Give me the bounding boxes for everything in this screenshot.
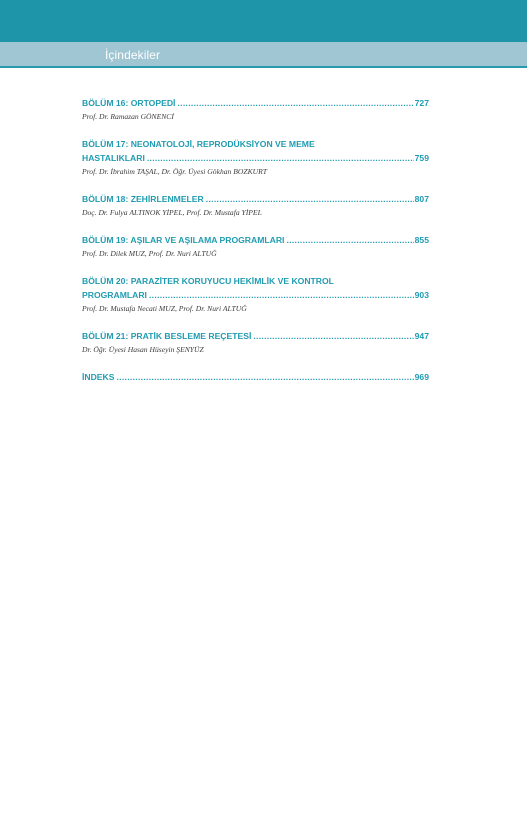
toc-leader-dots	[253, 329, 413, 343]
toc-entry-index[interactable]	[82, 370, 429, 384]
toc-page-number[interactable]: 807	[414, 194, 429, 204]
toc-entry-chapter-16[interactable]	[82, 96, 429, 123]
toc-entry-title-row[interactable]	[82, 96, 429, 110]
toc-entry-chapter-17[interactable]	[82, 137, 429, 178]
toc-entry-authors: Dr. Öğr. Üyesi Hasan Hüseyin ŞENYÜZ	[82, 345, 204, 354]
toc-entry-title[interactable]: PROGRAMLARI	[82, 290, 147, 300]
toc-page-number[interactable]: 759	[414, 153, 429, 163]
toc-page-number[interactable]: 727	[414, 98, 429, 108]
header-divider	[0, 66, 527, 68]
toc-leader-dots	[149, 288, 414, 302]
toc-leader-dots	[206, 192, 414, 206]
toc-entry-title[interactable]: BÖLÜM 21: PRATİK BESLEME REÇETESİ	[82, 331, 252, 341]
toc-entry-title[interactable]: BÖLÜM 19: AŞILAR VE AŞILAMA PROGRAMLARI	[82, 235, 285, 245]
toc-entry-title-row[interactable]	[82, 370, 429, 384]
header-bar	[0, 42, 527, 66]
toc-entry-title-line1[interactable]: BÖLÜM 17: NEONATOLOJİ, REPRODÜKSİYON VE MEME	[82, 139, 315, 149]
toc-entry-title-row[interactable]	[82, 151, 429, 165]
toc-leader-dots	[286, 233, 413, 247]
toc-page-number[interactable]: 947	[414, 331, 429, 341]
toc-page-number[interactable]: 855	[414, 235, 429, 245]
toc-entry-authors: Prof. Dr. Mustafa Necati MUZ, Prof. Dr. Nuri ALTUĞ	[82, 304, 247, 313]
top-color-band	[0, 0, 527, 42]
toc-leader-dots	[116, 370, 413, 384]
toc-entry-title-row[interactable]	[82, 329, 429, 343]
toc-leader-dots	[147, 151, 414, 165]
toc-entry-title-row[interactable]	[82, 192, 429, 206]
toc-entry-chapter-18[interactable]	[82, 192, 429, 219]
page-title: İçindekiler	[105, 48, 161, 62]
toc-entry-authors: Doç. Dr. Fulya ALTINOK YİPEL, Prof. Dr. Mustafa YİPEL	[82, 208, 262, 217]
toc-page-number[interactable]: 903	[414, 290, 429, 300]
toc-entry-title[interactable]: HASTALIKLARI	[82, 153, 145, 163]
toc-entry-authors: Prof. Dr. Dilek MUZ, Prof. Dr. Nuri ALTUĞ	[82, 249, 217, 258]
toc-entry-chapter-20[interactable]	[82, 274, 429, 315]
toc-entry-title-row[interactable]	[82, 233, 429, 247]
toc-page-number[interactable]: 969	[414, 372, 429, 382]
toc-entry-title-line1[interactable]: BÖLÜM 20: PARAZİTER KORUYUCU HEKİMLİK VE KONTROL	[82, 276, 334, 286]
toc-entry-title-row[interactable]	[82, 288, 429, 302]
toc-entry-title[interactable]: BÖLÜM 18: ZEHİRLENMELER	[82, 194, 204, 204]
toc-leader-dots	[177, 96, 413, 110]
toc-entry-authors: Prof. Dr. İbrahim TAŞAL, Dr. Öğr. Üyesi Gökhan BOZKURT	[82, 167, 267, 176]
toc-entry-title[interactable]: İNDEKS	[82, 372, 115, 382]
toc-entry-chapter-21[interactable]	[82, 329, 429, 356]
toc-entry-authors: Prof. Dr. Ramazan GÖNENCİ	[82, 112, 174, 121]
toc-entry-chapter-19[interactable]	[82, 233, 429, 260]
toc-entry-title[interactable]: BÖLÜM 16: ORTOPEDİ	[82, 98, 176, 108]
